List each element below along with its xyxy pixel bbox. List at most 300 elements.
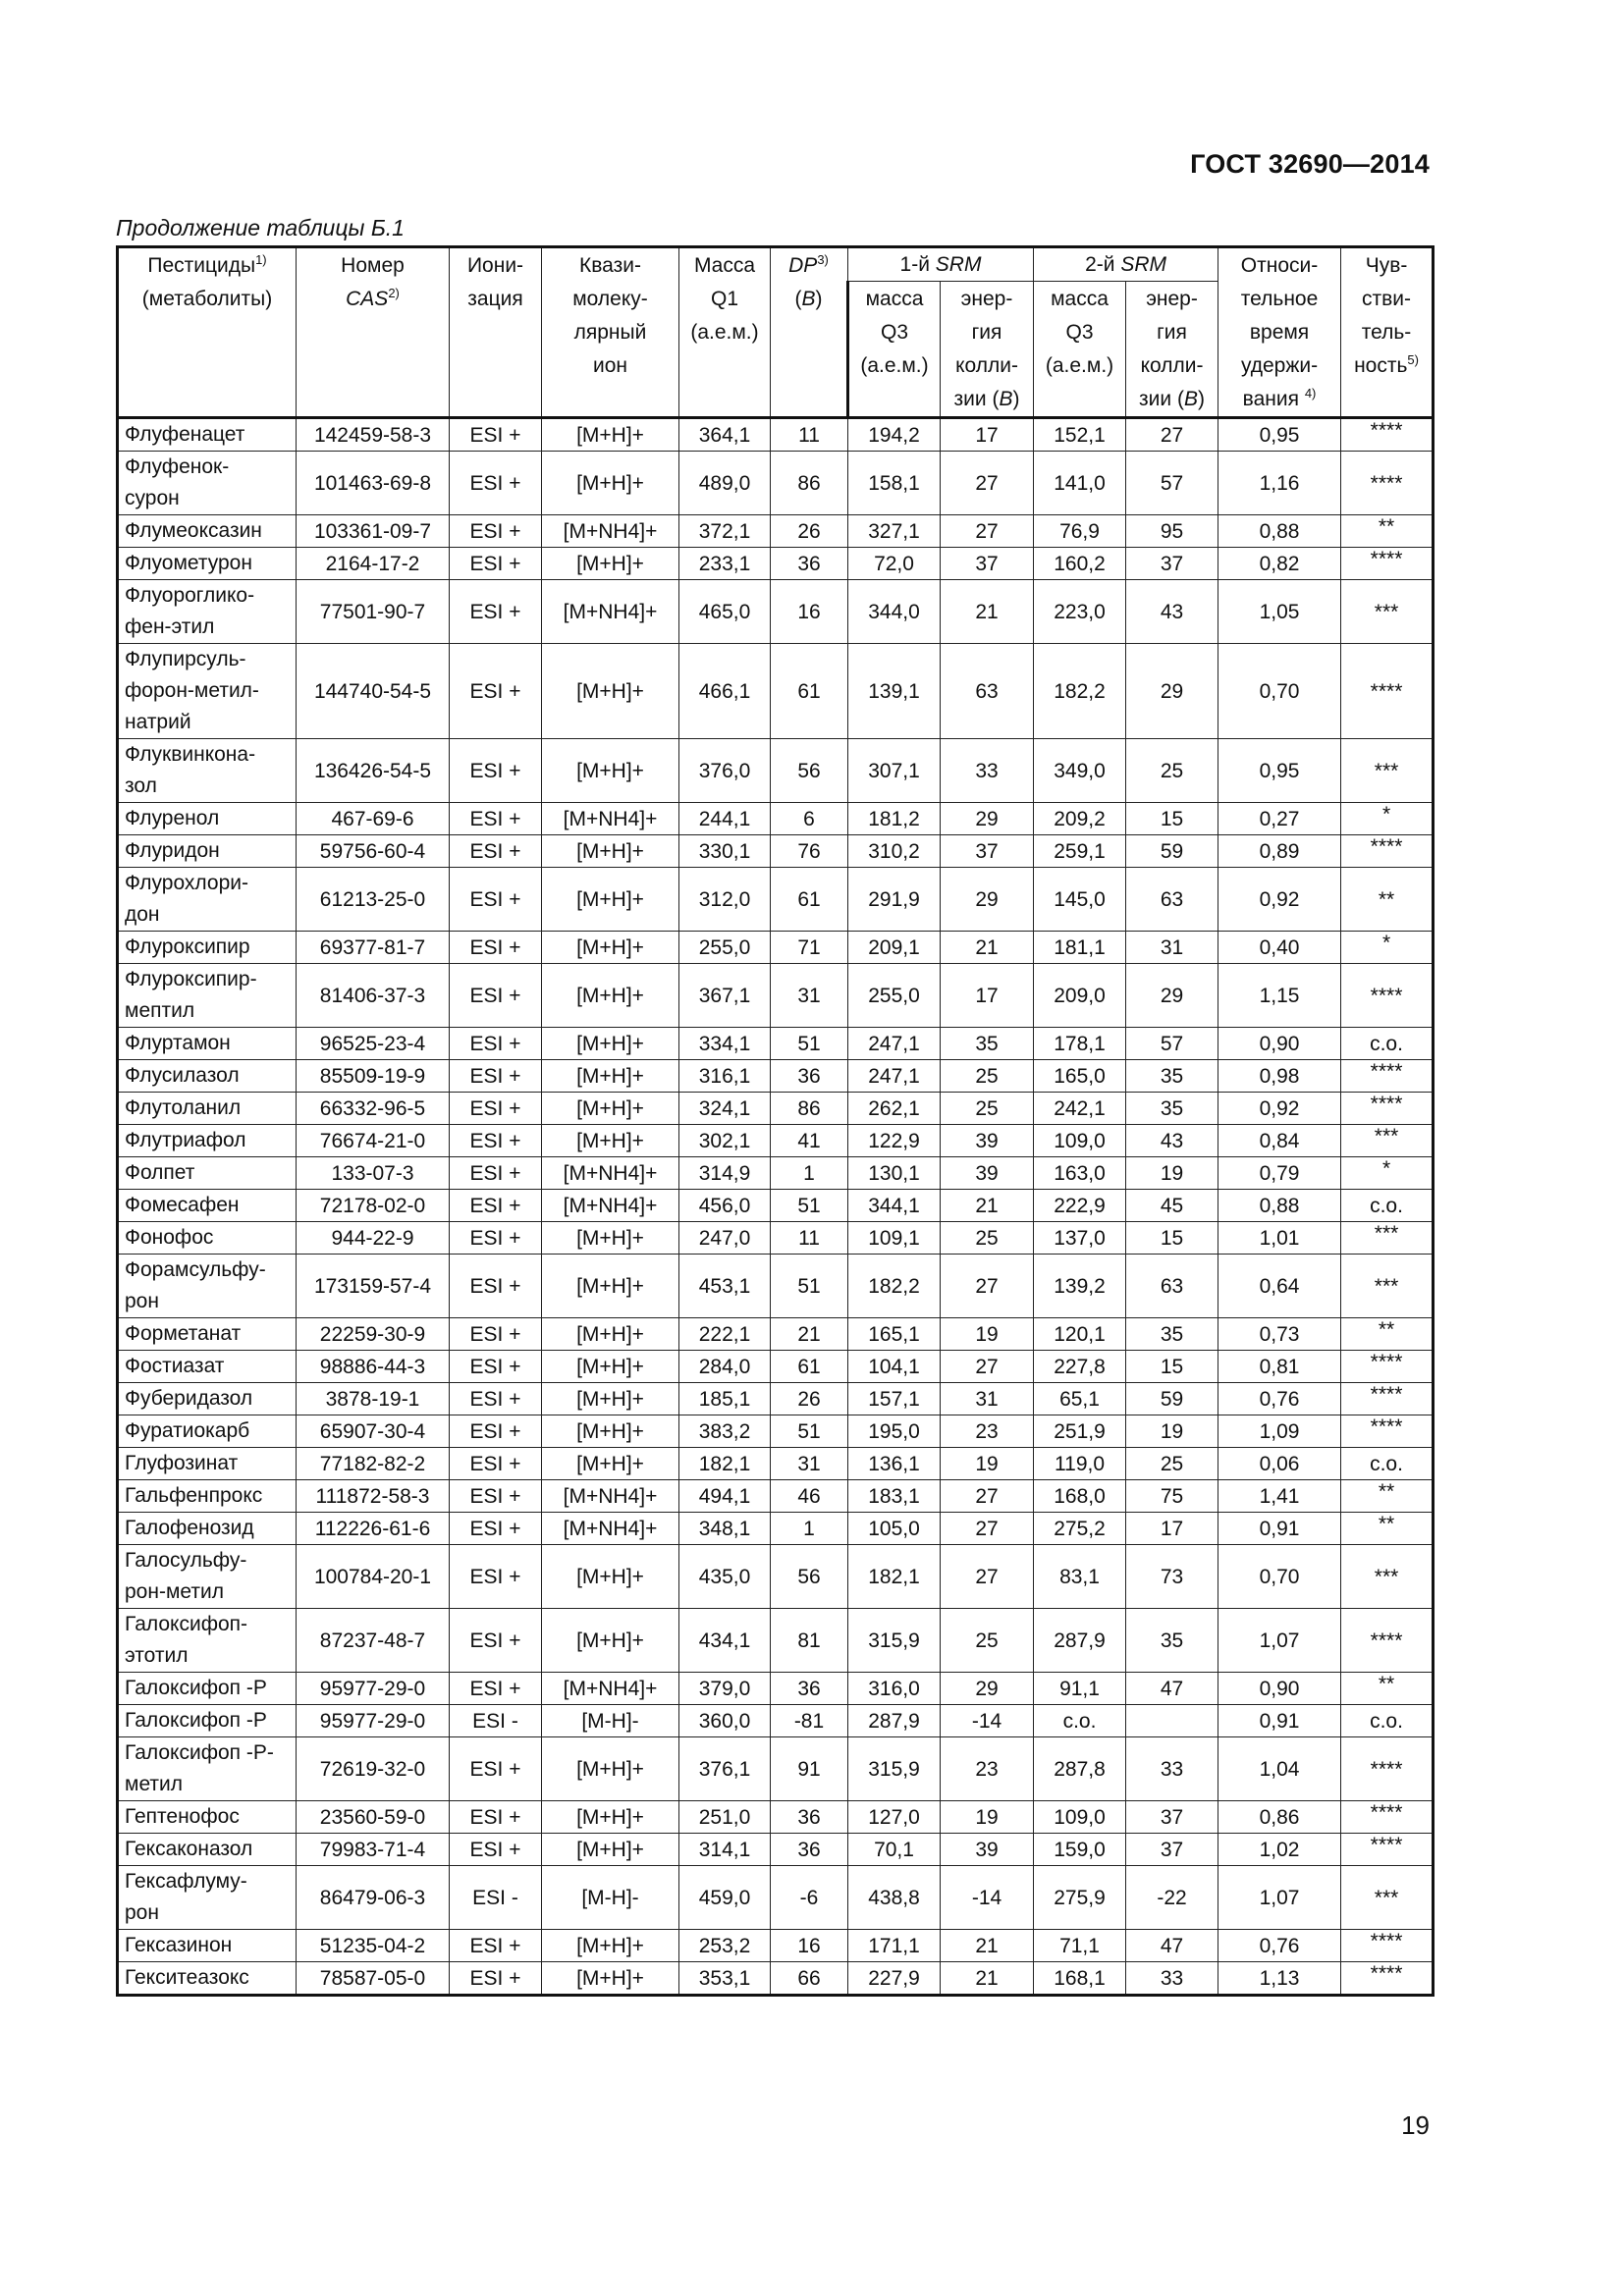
quasi-molecular-ion-cell: [M+H]+: [542, 932, 679, 964]
srm1-energy-cell: 17: [941, 964, 1034, 1028]
table-row: [118, 1962, 1434, 1996]
srm1-energy-cell: 63: [941, 644, 1034, 739]
pesticide-name-cell: Флуренол: [118, 803, 297, 835]
quasi-molecular-ion-cell: [M+H]+: [542, 1930, 679, 1962]
sensitivity-cell: ****: [1341, 1351, 1434, 1383]
ionization-cell: ESI +: [450, 803, 542, 835]
dp-cell: 41: [771, 1125, 848, 1157]
quasi-molecular-ion-cell: [M+H]+: [542, 1318, 679, 1351]
sensitivity-cell: с.о.: [1341, 1705, 1434, 1737]
sensitivity-cell: ****: [1341, 1801, 1434, 1834]
table-row: [118, 1673, 1434, 1705]
relative-time-cell: 1,07: [1218, 1609, 1341, 1673]
srm1-energy-cell: 25: [941, 1060, 1034, 1093]
ionization-cell: ESI +: [450, 835, 542, 868]
table-row: [118, 1737, 1434, 1801]
srm2-mass-q3-cell: 181,1: [1034, 932, 1126, 964]
sensitivity-cell: ****: [1341, 418, 1434, 452]
pesticide-name-cell: Глуфозинат: [118, 1448, 297, 1480]
srm1-mass-q3-cell: 194,2: [848, 418, 941, 452]
quasi-molecular-ion-cell: [M+H]+: [542, 1609, 679, 1673]
header-srm2: 2-й SRM: [1034, 247, 1218, 282]
pesticide-name-cell: Гептенофос: [118, 1801, 297, 1834]
sensitivity-cell: ***: [1341, 1222, 1434, 1255]
pesticide-name-cell: Галоксифоп -Р: [118, 1705, 297, 1737]
srm1-energy-cell: 27: [941, 1513, 1034, 1545]
relative-time-cell: 0,92: [1218, 1093, 1341, 1125]
cas-number-cell: 3878-19-1: [297, 1383, 450, 1415]
srm1-mass-q3-cell: 104,1: [848, 1351, 941, 1383]
srm2-mass-q3-cell: 119,0: [1034, 1448, 1126, 1480]
sensitivity-cell: ***: [1341, 580, 1434, 644]
dp-cell: 51: [771, 1028, 848, 1060]
ionization-cell: ESI +: [450, 1190, 542, 1222]
sensitivity-cell: с.о.: [1341, 1448, 1434, 1480]
mass-q1-cell: 465,0: [679, 580, 771, 644]
ionization-cell: ESI +: [450, 452, 542, 515]
cas-number-cell: 98886-44-3: [297, 1351, 450, 1383]
srm2-mass-q3-cell: 165,0: [1034, 1060, 1126, 1093]
cas-number-cell: 96525-23-4: [297, 1028, 450, 1060]
ionization-cell: ESI +: [450, 418, 542, 452]
quasi-molecular-ion-cell: [M+H]+: [542, 418, 679, 452]
header-relative-time: Относи- тельное время удержи- вания $^{4)}$: [1218, 247, 1341, 418]
srm1-mass-q3-cell: 195,0: [848, 1415, 941, 1448]
quasi-molecular-ion-cell: [M+H]+: [542, 1255, 679, 1318]
srm1-mass-q3-cell: 344,0: [848, 580, 941, 644]
ionization-cell: ESI +: [450, 1448, 542, 1480]
srm1-energy-cell: 33: [941, 739, 1034, 803]
table-row: [118, 1415, 1434, 1448]
srm1-mass-q3-cell: 315,9: [848, 1737, 941, 1801]
relative-time-cell: 1,16: [1218, 452, 1341, 515]
mass-q1-cell: 364,1: [679, 418, 771, 452]
srm1-mass-q3-cell: 247,1: [848, 1028, 941, 1060]
relative-time-cell: 0,84: [1218, 1125, 1341, 1157]
relative-time-cell: 0,90: [1218, 1673, 1341, 1705]
pesticide-name-cell: Галосульфу- рон-метил: [118, 1545, 297, 1609]
srm2-energy-cell: 25: [1126, 1448, 1218, 1480]
cas-number-cell: 87237-48-7: [297, 1609, 450, 1673]
srm2-energy-cell: 25: [1126, 739, 1218, 803]
cas-number-cell: 69377-81-7: [297, 932, 450, 964]
table-row: [118, 964, 1434, 1028]
dp-cell: 36: [771, 1801, 848, 1834]
srm2-mass-q3-cell: 287,9: [1034, 1609, 1126, 1673]
quasi-molecular-ion-cell: [M+H]+: [542, 1737, 679, 1801]
srm2-energy-cell: 15: [1126, 1222, 1218, 1255]
dp-cell: 51: [771, 1415, 848, 1448]
sensitivity-cell: ****: [1341, 1962, 1434, 1996]
srm2-mass-q3-cell: 222,9: [1034, 1190, 1126, 1222]
cas-number-cell: 112226-61-6: [297, 1513, 450, 1545]
dp-cell: 36: [771, 1834, 848, 1866]
ionization-cell: ESI +: [450, 1255, 542, 1318]
ionization-cell: ESI +: [450, 515, 542, 548]
table-body: [118, 418, 1434, 1996]
relative-time-cell: 0,91: [1218, 1705, 1341, 1737]
pesticide-name-cell: Фуберидазол: [118, 1383, 297, 1415]
srm2-mass-q3-cell: 160,2: [1034, 548, 1126, 580]
srm1-energy-cell: 37: [941, 548, 1034, 580]
mass-q1-cell: 376,0: [679, 739, 771, 803]
table-row: [118, 1930, 1434, 1962]
cas-number-cell: 173159-57-4: [297, 1255, 450, 1318]
cas-number-cell: 86479-06-3: [297, 1866, 450, 1930]
relative-time-cell: 0,70: [1218, 644, 1341, 739]
dp-cell: 56: [771, 1545, 848, 1609]
quasi-molecular-ion-cell: [M+NH4]+: [542, 1190, 679, 1222]
pesticide-name-cell: Флупирсуль- форон-метил- натрий: [118, 644, 297, 739]
srm1-energy-cell: 29: [941, 803, 1034, 835]
srm1-energy-cell: 21: [941, 1190, 1034, 1222]
srm1-mass-q3-cell: 209,1: [848, 932, 941, 964]
cas-number-cell: 79983-71-4: [297, 1834, 450, 1866]
srm1-energy-cell: 27: [941, 1545, 1034, 1609]
relative-time-cell: 0,82: [1218, 548, 1341, 580]
mass-q1-cell: 456,0: [679, 1190, 771, 1222]
mass-q1-cell: 466,1: [679, 644, 771, 739]
srm1-energy-cell: 27: [941, 515, 1034, 548]
cas-number-cell: 51235-04-2: [297, 1930, 450, 1962]
mass-q1-cell: 233,1: [679, 548, 771, 580]
table-row: [118, 1318, 1434, 1351]
table-row: [118, 1801, 1434, 1834]
ionization-cell: ESI +: [450, 1609, 542, 1673]
mass-q1-cell: 459,0: [679, 1866, 771, 1930]
ionization-cell: ESI +: [450, 1318, 542, 1351]
quasi-molecular-ion-cell: [M-H]-: [542, 1866, 679, 1930]
srm1-mass-q3-cell: 327,1: [848, 515, 941, 548]
srm1-mass-q3-cell: 109,1: [848, 1222, 941, 1255]
srm2-energy-cell: -22: [1126, 1866, 1218, 1930]
srm2-mass-q3-cell: 139,2: [1034, 1255, 1126, 1318]
mass-q1-cell: 330,1: [679, 835, 771, 868]
srm2-mass-q3-cell: 65,1: [1034, 1383, 1126, 1415]
mass-q1-cell: 372,1: [679, 515, 771, 548]
header-pesticide: Пестициды$^{1)}$ (метаболиты): [118, 247, 297, 418]
header-srm2-mass-q3: масса Q3 (а.е.м.): [1034, 282, 1126, 418]
header-srm2-energy: энер- гия колли- зии (В): [1126, 282, 1218, 418]
ionization-cell: ESI +: [450, 1673, 542, 1705]
dp-cell: 26: [771, 515, 848, 548]
cas-number-cell: 95977-29-0: [297, 1673, 450, 1705]
table-row: [118, 1125, 1434, 1157]
dp-cell: 16: [771, 1930, 848, 1962]
ionization-cell: ESI +: [450, 1383, 542, 1415]
srm1-energy-cell: 29: [941, 1673, 1034, 1705]
ionization-cell: ESI +: [450, 1028, 542, 1060]
srm2-energy-cell: 43: [1126, 580, 1218, 644]
relative-time-cell: 1,02: [1218, 1834, 1341, 1866]
srm2-mass-q3-cell: 145,0: [1034, 868, 1126, 932]
relative-time-cell: 1,07: [1218, 1866, 1341, 1930]
srm1-energy-cell: 23: [941, 1415, 1034, 1448]
ionization-cell: ESI +: [450, 1962, 542, 1996]
srm2-energy-cell: 59: [1126, 1383, 1218, 1415]
srm2-energy-cell: 63: [1126, 1255, 1218, 1318]
srm2-energy-cell: 33: [1126, 1737, 1218, 1801]
table-row: [118, 1383, 1434, 1415]
pesticide-name-cell: Галоксифоп -Р: [118, 1673, 297, 1705]
srm1-energy-cell: 29: [941, 868, 1034, 932]
srm1-energy-cell: 27: [941, 1351, 1034, 1383]
table-row: [118, 580, 1434, 644]
sensitivity-cell: ****: [1341, 1609, 1434, 1673]
page-number: 19: [1401, 2110, 1430, 2140]
ionization-cell: ESI +: [450, 1351, 542, 1383]
sensitivity-cell: *: [1341, 932, 1434, 964]
srm1-energy-cell: 27: [941, 1480, 1034, 1513]
srm2-mass-q3-cell: 275,2: [1034, 1513, 1126, 1545]
srm2-mass-q3-cell: 251,9: [1034, 1415, 1126, 1448]
srm1-mass-q3-cell: 183,1: [848, 1480, 941, 1513]
cas-number-cell: 59756-60-4: [297, 835, 450, 868]
sensitivity-cell: ***: [1341, 1866, 1434, 1930]
quasi-molecular-ion-cell: [M+H]+: [542, 739, 679, 803]
cas-number-cell: 136426-54-5: [297, 739, 450, 803]
srm2-energy-cell: 19: [1126, 1415, 1218, 1448]
srm1-energy-cell: 25: [941, 1222, 1034, 1255]
srm1-mass-q3-cell: 122,9: [848, 1125, 941, 1157]
table-row: [118, 1480, 1434, 1513]
relative-time-cell: 1,05: [1218, 580, 1341, 644]
srm2-mass-q3-cell: 227,8: [1034, 1351, 1126, 1383]
pesticide-name-cell: Гексазинон: [118, 1930, 297, 1962]
srm1-mass-q3-cell: 287,9: [848, 1705, 941, 1737]
sensitivity-cell: *: [1341, 803, 1434, 835]
relative-time-cell: 0,88: [1218, 1190, 1341, 1222]
ionization-cell: ESI +: [450, 1801, 542, 1834]
sensitivity-cell: **: [1341, 1513, 1434, 1545]
mass-q1-cell: 314,1: [679, 1834, 771, 1866]
srm2-energy-cell: 19: [1126, 1157, 1218, 1190]
dp-cell: 21: [771, 1318, 848, 1351]
sensitivity-cell: **: [1341, 515, 1434, 548]
sensitivity-cell: ****: [1341, 548, 1434, 580]
srm2-energy-cell: 57: [1126, 452, 1218, 515]
ionization-cell: ESI +: [450, 1415, 542, 1448]
sensitivity-cell: ****: [1341, 1834, 1434, 1866]
mass-q1-cell: 379,0: [679, 1673, 771, 1705]
srm1-energy-cell: 37: [941, 835, 1034, 868]
quasi-molecular-ion-cell: [M+NH4]+: [542, 580, 679, 644]
srm2-energy-cell: 35: [1126, 1093, 1218, 1125]
srm2-mass-q3-cell: с.о.: [1034, 1705, 1126, 1737]
quasi-molecular-ion-cell: [M+NH4]+: [542, 1673, 679, 1705]
dp-cell: 81: [771, 1609, 848, 1673]
srm2-energy-cell: 31: [1126, 932, 1218, 964]
srm2-mass-q3-cell: 120,1: [1034, 1318, 1126, 1351]
pesticide-name-cell: Фолпет: [118, 1157, 297, 1190]
ionization-cell: ESI +: [450, 644, 542, 739]
cas-number-cell: 23560-59-0: [297, 1801, 450, 1834]
mass-q1-cell: 316,1: [679, 1060, 771, 1093]
relative-time-cell: 1,09: [1218, 1415, 1341, 1448]
srm2-energy-cell: 57: [1126, 1028, 1218, 1060]
srm2-mass-q3-cell: 275,9: [1034, 1866, 1126, 1930]
srm1-mass-q3-cell: 127,0: [848, 1801, 941, 1834]
srm2-energy-cell: 47: [1126, 1673, 1218, 1705]
srm1-mass-q3-cell: 181,2: [848, 803, 941, 835]
srm2-mass-q3-cell: 178,1: [1034, 1028, 1126, 1060]
srm1-energy-cell: 27: [941, 452, 1034, 515]
srm1-energy-cell: 25: [941, 1609, 1034, 1673]
mass-q1-cell: 253,2: [679, 1930, 771, 1962]
ionization-cell: ESI +: [450, 1480, 542, 1513]
cas-number-cell: 2164-17-2: [297, 548, 450, 580]
srm1-mass-q3-cell: 255,0: [848, 964, 941, 1028]
sensitivity-cell: ****: [1341, 1415, 1434, 1448]
pesticide-name-cell: Галоксифоп- этотил: [118, 1609, 297, 1673]
srm1-energy-cell: 21: [941, 1930, 1034, 1962]
pesticide-name-cell: Флуфенок- сурон: [118, 452, 297, 515]
table-row: [118, 515, 1434, 548]
srm1-energy-cell: 35: [941, 1028, 1034, 1060]
srm1-mass-q3-cell: 310,2: [848, 835, 941, 868]
dp-cell: 6: [771, 803, 848, 835]
srm1-energy-cell: 17: [941, 418, 1034, 452]
ionization-cell: ESI +: [450, 1222, 542, 1255]
srm1-mass-q3-cell: 165,1: [848, 1318, 941, 1351]
srm2-mass-q3-cell: 223,0: [1034, 580, 1126, 644]
mass-q1-cell: 367,1: [679, 964, 771, 1028]
cas-number-cell: 22259-30-9: [297, 1318, 450, 1351]
quasi-molecular-ion-cell: [M+H]+: [542, 835, 679, 868]
relative-time-cell: 0,70: [1218, 1545, 1341, 1609]
mass-q1-cell: 334,1: [679, 1028, 771, 1060]
quasi-molecular-ion-cell: [M+NH4]+: [542, 1157, 679, 1190]
quasi-molecular-ion-cell: [M+H]+: [542, 1545, 679, 1609]
ionization-cell: ESI +: [450, 1093, 542, 1125]
srm2-mass-q3-cell: 83,1: [1034, 1545, 1126, 1609]
srm1-energy-cell: 19: [941, 1448, 1034, 1480]
pesticide-name-cell: Флутоланил: [118, 1093, 297, 1125]
quasi-molecular-ion-cell: [M+H]+: [542, 1383, 679, 1415]
ionization-cell: ESI +: [450, 964, 542, 1028]
srm1-mass-q3-cell: 227,9: [848, 1962, 941, 1996]
sensitivity-cell: ***: [1341, 1125, 1434, 1157]
quasi-molecular-ion-cell: [M+H]+: [542, 1415, 679, 1448]
quasi-molecular-ion-cell: [M+H]+: [542, 644, 679, 739]
mass-q1-cell: 453,1: [679, 1255, 771, 1318]
relative-time-cell: 0,40: [1218, 932, 1341, 964]
pesticide-name-cell: Флуртамон: [118, 1028, 297, 1060]
dp-cell: 1: [771, 1513, 848, 1545]
sensitivity-cell: ****: [1341, 452, 1434, 515]
srm2-energy-cell: 43: [1126, 1125, 1218, 1157]
srm1-energy-cell: 39: [941, 1834, 1034, 1866]
header-dp: DP$^{3)}$ (В): [771, 247, 848, 418]
header-ionization: Иони- зация: [450, 247, 542, 418]
mass-q1-cell: 185,1: [679, 1383, 771, 1415]
srm1-energy-cell: -14: [941, 1866, 1034, 1930]
srm1-mass-q3-cell: 262,1: [848, 1093, 941, 1125]
srm2-mass-q3-cell: 109,0: [1034, 1125, 1126, 1157]
cas-number-cell: 142459-58-3: [297, 418, 450, 452]
cas-number-cell: 72178-02-0: [297, 1190, 450, 1222]
ionization-cell: ESI +: [450, 1060, 542, 1093]
srm2-energy-cell: 35: [1126, 1318, 1218, 1351]
table-row: [118, 1448, 1434, 1480]
relative-time-cell: 0,95: [1218, 739, 1341, 803]
mass-q1-cell: 348,1: [679, 1513, 771, 1545]
srm2-energy-cell: 45: [1126, 1190, 1218, 1222]
srm2-mass-q3-cell: 209,2: [1034, 803, 1126, 835]
cas-number-cell: 111872-58-3: [297, 1480, 450, 1513]
pesticide-name-cell: Флусилазол: [118, 1060, 297, 1093]
pesticide-name-cell: Форамсульфу- рон: [118, 1255, 297, 1318]
srm2-mass-q3-cell: 109,0: [1034, 1801, 1126, 1834]
pesticide-name-cell: Фомесафен: [118, 1190, 297, 1222]
cas-number-cell: 85509-19-9: [297, 1060, 450, 1093]
sensitivity-cell: **: [1341, 1480, 1434, 1513]
relative-time-cell: 1,15: [1218, 964, 1341, 1028]
dp-cell: 51: [771, 1190, 848, 1222]
table-row: [118, 1609, 1434, 1673]
pesticide-name-cell: Флуометурон: [118, 548, 297, 580]
dp-cell: 51: [771, 1255, 848, 1318]
cas-number-cell: 76674-21-0: [297, 1125, 450, 1157]
srm2-mass-q3-cell: 76,9: [1034, 515, 1126, 548]
pesticide-name-cell: Флуроксипир: [118, 932, 297, 964]
mass-q1-cell: 434,1: [679, 1609, 771, 1673]
dp-cell: 71: [771, 932, 848, 964]
dp-cell: 91: [771, 1737, 848, 1801]
dp-cell: 31: [771, 1448, 848, 1480]
cas-number-cell: 65907-30-4: [297, 1415, 450, 1448]
cas-number-cell: 101463-69-8: [297, 452, 450, 515]
srm2-energy-cell: 35: [1126, 1609, 1218, 1673]
mass-q1-cell: 182,1: [679, 1448, 771, 1480]
srm1-mass-q3-cell: 136,1: [848, 1448, 941, 1480]
header-srm1-energy: энер- гия колли- зии (В): [941, 282, 1034, 418]
pesticide-table: [116, 245, 1435, 1997]
quasi-molecular-ion-cell: [M+H]+: [542, 1351, 679, 1383]
header-cas: Номер CAS$^{2)}$: [297, 247, 450, 418]
table-row: [118, 1866, 1434, 1930]
ionization-cell: ESI +: [450, 1834, 542, 1866]
dp-cell: -81: [771, 1705, 848, 1737]
pesticide-name-cell: Форметанат: [118, 1318, 297, 1351]
sensitivity-cell: ****: [1341, 1383, 1434, 1415]
srm2-mass-q3-cell: 242,1: [1034, 1093, 1126, 1125]
pesticide-name-cell: Флуфенацет: [118, 418, 297, 452]
srm2-mass-q3-cell: 71,1: [1034, 1930, 1126, 1962]
srm2-mass-q3-cell: 209,0: [1034, 964, 1126, 1028]
relative-time-cell: 0,76: [1218, 1930, 1341, 1962]
cas-number-cell: 77182-82-2: [297, 1448, 450, 1480]
pesticide-name-cell: Флуридон: [118, 835, 297, 868]
quasi-molecular-ion-cell: [M+H]+: [542, 1125, 679, 1157]
srm1-energy-cell: 21: [941, 1962, 1034, 1996]
srm2-mass-q3-cell: 168,0: [1034, 1480, 1126, 1513]
quasi-molecular-ion-cell: [M+NH4]+: [542, 515, 679, 548]
table-row: [118, 739, 1434, 803]
table-row: [118, 1190, 1434, 1222]
relative-time-cell: 1,04: [1218, 1737, 1341, 1801]
sensitivity-cell: ****: [1341, 1930, 1434, 1962]
quasi-molecular-ion-cell: [M+H]+: [542, 452, 679, 515]
relative-time-cell: 0,81: [1218, 1351, 1341, 1383]
cas-number-cell: 77501-90-7: [297, 580, 450, 644]
ionization-cell: ESI +: [450, 739, 542, 803]
header-srm1: 1-й SRM: [848, 247, 1034, 282]
srm2-mass-q3-cell: 287,8: [1034, 1737, 1126, 1801]
relative-time-cell: 0,73: [1218, 1318, 1341, 1351]
table-row: [118, 1093, 1434, 1125]
relative-time-cell: 0,98: [1218, 1060, 1341, 1093]
